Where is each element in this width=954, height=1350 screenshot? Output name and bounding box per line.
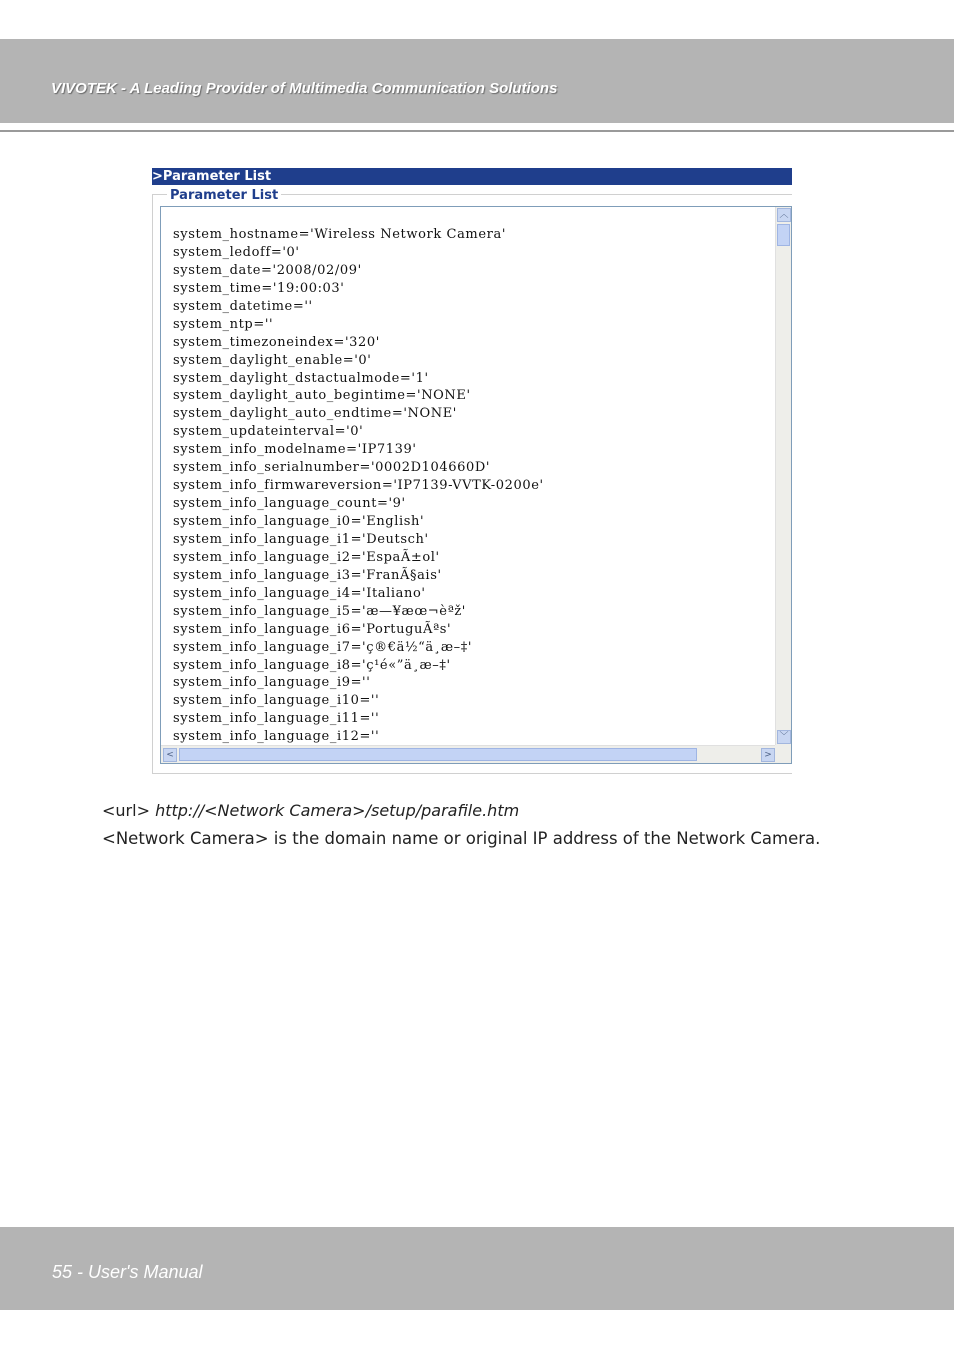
parameter-line: system_info_language_i8='ç¹é«”ä¸æ–‡': [173, 657, 451, 673]
parameter-line: system_info_language_i4='Italiano': [173, 585, 426, 601]
parameter-line: system_info_modelname='IP7139': [173, 442, 417, 458]
parameter-line: system_info_language_i10='': [173, 693, 380, 709]
scrollbar-corner: [775, 745, 791, 763]
parameter-line: system_daylight_auto_begintime='NONE': [173, 388, 471, 404]
parameter-line: system_datetime='': [173, 298, 313, 314]
url-label: <url>: [102, 801, 150, 820]
parameter-line: system_info_language_i1='Deutsch': [173, 531, 429, 547]
parameter-line: system_info_serialnumber='0002D104660D': [173, 460, 491, 476]
parameter-line: system_time='19:00:03': [173, 280, 345, 296]
header-title: VIVOTEK - A Leading Provider of Multimedia Communication Solutions: [51, 80, 558, 97]
parameter-list-screenshot: [152, 168, 792, 773]
parameter-line: system_info_language_i12='': [173, 729, 380, 745]
description-text: <Network Camera> is the domain name or original IP address of the Network Camera.: [102, 829, 821, 848]
parameter-line: system_info_language_count='9': [173, 496, 406, 512]
scroll-down-icon[interactable]: ﹀: [777, 730, 791, 744]
parameter-line: system_info_language_i9='': [173, 675, 371, 691]
parameter-line: system_timezoneindex='320': [173, 334, 380, 350]
url-value: http://<Network Camera>/setup/parafile.htm: [155, 801, 520, 820]
fieldset-legend: Parameter List: [167, 188, 281, 204]
parameter-line: system_daylight_dstactualmode='1': [173, 370, 429, 386]
parameter-line: system_hostname='Wireless Network Camera': [173, 227, 506, 242]
parameter-line: system_updateinterval='0': [173, 424, 364, 440]
parameter-lines: [173, 226, 544, 746]
url-line: [102, 801, 519, 820]
scroll-up-icon[interactable]: ︿: [777, 208, 791, 222]
parameter-line: system_ntp='': [173, 316, 274, 332]
parameter-line: system_info_language_i3='FranÃ§ais': [173, 567, 442, 583]
parameter-line: system_info_language_i6='PortuguÃªs': [173, 621, 452, 637]
vertical-scrollbar[interactable]: [775, 207, 791, 745]
parameter-line: system_daylight_enable='0': [173, 352, 372, 368]
horizontal-scrollbar[interactable]: [161, 745, 777, 763]
parameter-line: system_ledoff='0': [173, 244, 300, 260]
footer-page-label: 55 - User's Manual: [52, 1262, 203, 1282]
parameter-line: system_info_language_i0='English': [173, 514, 425, 529]
parameter-line: system_info_language_i5='æ—¥æœ¬èªž': [173, 603, 466, 619]
parameter-line: system_info_language_i11='': [173, 711, 380, 727]
vertical-scroll-thumb[interactable]: [777, 224, 790, 246]
horizontal-scroll-thumb[interactable]: [179, 748, 697, 761]
parameter-textarea[interactable]: [160, 206, 792, 764]
scroll-left-icon[interactable]: <: [163, 748, 177, 762]
parameter-line: system_info_language_i2='EspaÃ±ol': [173, 549, 440, 565]
parameter-line: system_daylight_auto_endtime='NONE': [173, 406, 457, 422]
parameter-line: system_info_language_i7='ç®€ä½“ä¸æ–‡': [173, 639, 473, 655]
parameter-line: system_info_firmwareversion='IP7139-VVTK-0200e': [173, 478, 544, 494]
parameter-line: system_date='2008/02/09': [173, 262, 362, 278]
header-divider: [0, 130, 954, 132]
screenshot-title-bar: >Parameter List: [152, 168, 792, 185]
scroll-right-icon[interactable]: >: [761, 748, 775, 762]
